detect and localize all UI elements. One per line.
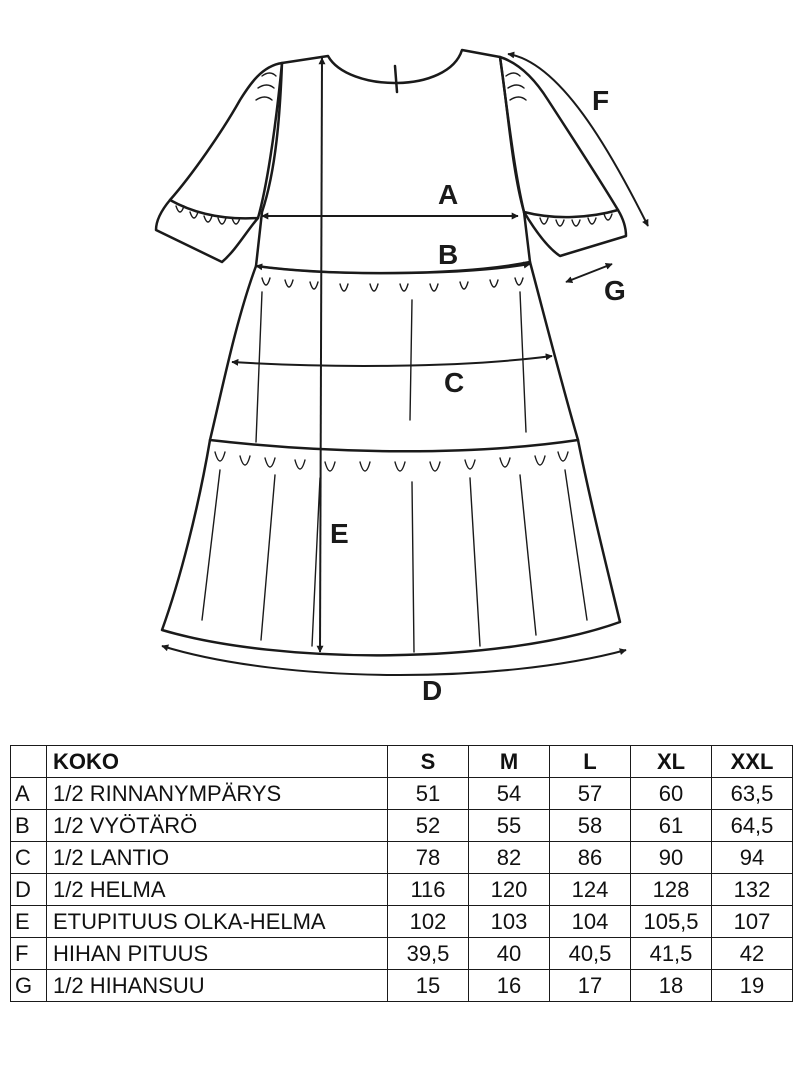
header-size-xxl: XXL	[712, 746, 793, 778]
row-value: 132	[712, 874, 793, 906]
row-letter: B	[11, 810, 47, 842]
row-value: 15	[388, 970, 469, 1002]
size-table	[10, 745, 793, 1002]
arrow-e	[320, 58, 322, 652]
label-f: F	[592, 85, 610, 116]
arrow-f	[508, 54, 648, 226]
row-value: 57	[550, 778, 631, 810]
row-value: 82	[469, 842, 550, 874]
header-size-xl: XL	[631, 746, 712, 778]
row-value: 102	[388, 906, 469, 938]
row-value: 16	[469, 970, 550, 1002]
row-value: 61	[631, 810, 712, 842]
size-table-body	[11, 778, 793, 1002]
row-value: 107	[712, 906, 793, 938]
row-value: 19	[712, 970, 793, 1002]
row-value: 54	[469, 778, 550, 810]
header-size-m: M	[469, 746, 550, 778]
row-value: 55	[469, 810, 550, 842]
row-value: 116	[388, 874, 469, 906]
table-row	[11, 874, 793, 906]
row-measurement-name: 1/2 RINNANYMPÄRYS	[47, 778, 388, 810]
header-koko: KOKO	[47, 746, 388, 778]
table-row	[11, 842, 793, 874]
row-value: 63,5	[712, 778, 793, 810]
row-value: 120	[469, 874, 550, 906]
header-size-l: L	[550, 746, 631, 778]
table-row	[11, 778, 793, 810]
row-letter: E	[11, 906, 47, 938]
row-value: 103	[469, 906, 550, 938]
row-value: 42	[712, 938, 793, 970]
row-value: 78	[388, 842, 469, 874]
row-value: 128	[631, 874, 712, 906]
row-value: 17	[550, 970, 631, 1002]
measurement-arrows	[162, 54, 648, 675]
row-value: 41,5	[631, 938, 712, 970]
row-value: 104	[550, 906, 631, 938]
table-row	[11, 970, 793, 1002]
label-a: A	[438, 179, 459, 210]
label-c: C	[444, 367, 465, 398]
label-e: E	[330, 518, 349, 549]
row-value: 90	[631, 842, 712, 874]
left-sleeve	[156, 63, 282, 262]
bottom-tier	[162, 440, 620, 655]
row-value: 94	[712, 842, 793, 874]
header-size-s: S	[388, 746, 469, 778]
row-value: 60	[631, 778, 712, 810]
label-d: D	[422, 675, 443, 706]
row-value: 124	[550, 874, 631, 906]
back-opening	[395, 66, 397, 92]
row-measurement-name: HIHAN PITUUS	[47, 938, 388, 970]
row-measurement-name: 1/2 HIHANSUU	[47, 970, 388, 1002]
table-row	[11, 810, 793, 842]
row-letter: G	[11, 970, 47, 1002]
arrow-d	[162, 646, 626, 675]
header-letter-cell	[11, 746, 47, 778]
row-value: 105,5	[631, 906, 712, 938]
row-measurement-name: 1/2 LANTIO	[47, 842, 388, 874]
label-b: B	[438, 239, 459, 270]
bodice-outline	[256, 50, 530, 273]
row-value: 64,5	[712, 810, 793, 842]
row-value: 51	[388, 778, 469, 810]
arrow-c	[232, 356, 552, 366]
row-value: 52	[388, 810, 469, 842]
row-value: 86	[550, 842, 631, 874]
row-value: 39,5	[388, 938, 469, 970]
row-measurement-name: 1/2 HELMA	[47, 874, 388, 906]
row-letter: F	[11, 938, 47, 970]
row-value: 18	[631, 970, 712, 1002]
row-letter: D	[11, 874, 47, 906]
row-letter: C	[11, 842, 47, 874]
row-value: 40	[469, 938, 550, 970]
row-value: 58	[550, 810, 631, 842]
row-measurement-name: ETUPITUUS OLKA-HELMA	[47, 906, 388, 938]
label-g: G	[604, 275, 626, 306]
row-measurement-name: 1/2 VYÖTÄRÖ	[47, 810, 388, 842]
table-row	[11, 938, 793, 970]
row-letter: A	[11, 778, 47, 810]
size-table-header-row	[11, 746, 793, 778]
row-value: 40,5	[550, 938, 631, 970]
table-row	[11, 906, 793, 938]
